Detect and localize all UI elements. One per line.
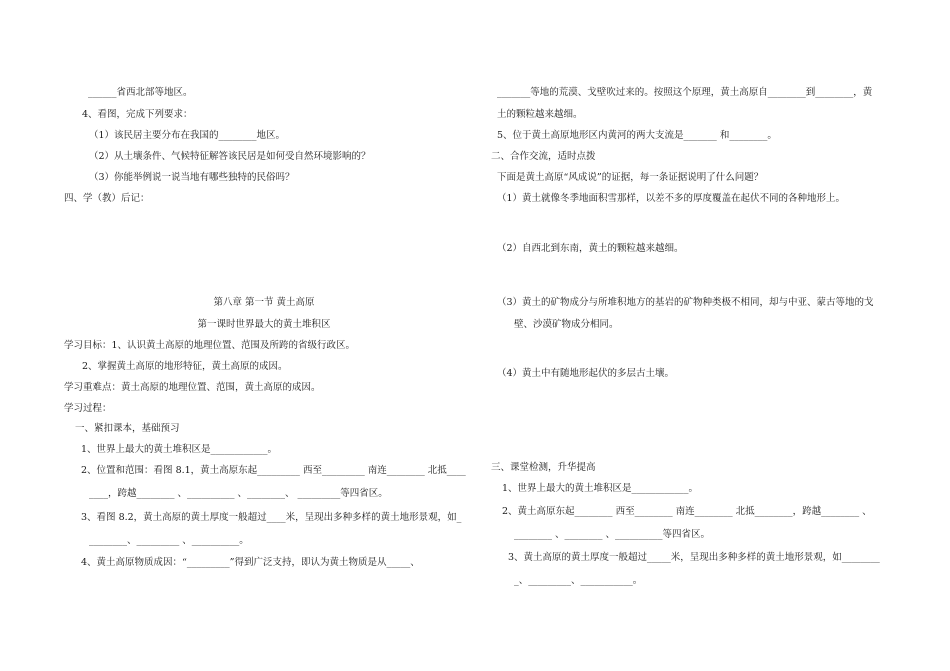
lesson-title: 第一课时世界最大的黄土堆积区 — [197, 319, 331, 330]
text-line: ______省西北部等地区。 — [88, 87, 193, 98]
text-line: 下面是黄土高原“风成说”的证据，每一条证据说明了什么问题？ — [497, 172, 764, 183]
text-line: 2、位置和范围：看图 8.1，黄土高原东起_________ 西至_________ 南连________ 北抵____ — [81, 465, 466, 476]
text-line: （1）该民居主要分布在我国的________地区。 — [89, 130, 286, 141]
chapter-title: 第八章 第一节 黄土高原 — [213, 297, 315, 308]
learning-goals: 学习目标：1、认识黄土高原的地理位置、范围及所跨的省级行政区。 — [64, 340, 356, 351]
text-line: 5、位于黄土高原地形区内黄河的两大支流是_______ 和________。 — [497, 130, 777, 141]
text-line: （2）从土壤条件、气候特征解答该民居是如何受自然环境影响的？ — [89, 151, 371, 162]
text-line: ________、_________ 、__________。 — [89, 535, 249, 546]
question-4-heading: 4、看图，完成下列要求： — [82, 109, 193, 120]
text-line: 1、世界上最大的黄土堆积区是____________。 — [81, 444, 278, 455]
text-line: 2、黄土高原东起________ 西至________ 南连________ 北抵________，跨越________ 、 — [502, 506, 872, 517]
text-line: ____，跨越________ 、__________ 、________、 _________等四省区。 — [89, 488, 388, 499]
section-heading: 一、紧扣课本，基础预习 — [75, 423, 180, 434]
key-points: 学习重难点：黄土高原的地理位置、范围，黄土高原的成因。 — [64, 382, 321, 393]
text-line: _______等地的荒漠、戈壁吹过来的。按照这个原理，黄土高原自________到________，黄 — [497, 87, 873, 98]
text-line: 4、黄土高原物质成因：“_________”得到广泛支持，即认为黄土物质是从_____、 — [81, 557, 420, 568]
text-line: 壁、沙漠矿物成分相同。 — [514, 319, 619, 330]
section-heading: 学习过程： — [64, 403, 112, 414]
text-line: （2）自西北到东南，黄土的颗粒越来越细。 — [497, 243, 684, 254]
text-line: （3）黄土的矿物成分与所堆积地方的基岩的矿物种类极不相同，却与中亚、蒙古等地的戈 — [497, 297, 874, 308]
text-line: （3）你能举例说一说当地有哪些独特的民俗吗？ — [89, 172, 295, 183]
text-line: ________ 、________ 、__________等四省区。 — [514, 529, 711, 540]
section-heading: 四、学（教）后记： — [64, 193, 150, 204]
section-heading: 二、合作交流，适时点拨 — [491, 151, 596, 162]
learning-goals-2: 2、掌握黄土高原的地形特征，黄土高原的成因。 — [82, 361, 288, 372]
text-line: （4）黄土中有随地形起伏的多层古土壤。 — [497, 368, 675, 379]
text-line: 1、世界上最大的黄土堆积区是____________。 — [502, 483, 699, 494]
text-line: _、_________、___________。 — [514, 575, 643, 586]
section-heading: 三、课堂检测，升华提高 — [491, 462, 596, 473]
text-line: 土的颗粒越来越细。 — [497, 109, 583, 120]
text-line: 3、黄土高原的黄土厚度一般超过_____米，呈现出多种多样的黄土地形景观，如________ — [508, 552, 880, 563]
text-line: 3、看图 8.2，黄土高原的黄土厚度一般超过____米，呈现出多种多样的黄土地形景观，如_ — [81, 512, 462, 523]
text-line: （1）黄土就像冬季地面积雪那样，以差不多的厚度覆盖在起伏不同的各种地形上。 — [497, 193, 846, 204]
